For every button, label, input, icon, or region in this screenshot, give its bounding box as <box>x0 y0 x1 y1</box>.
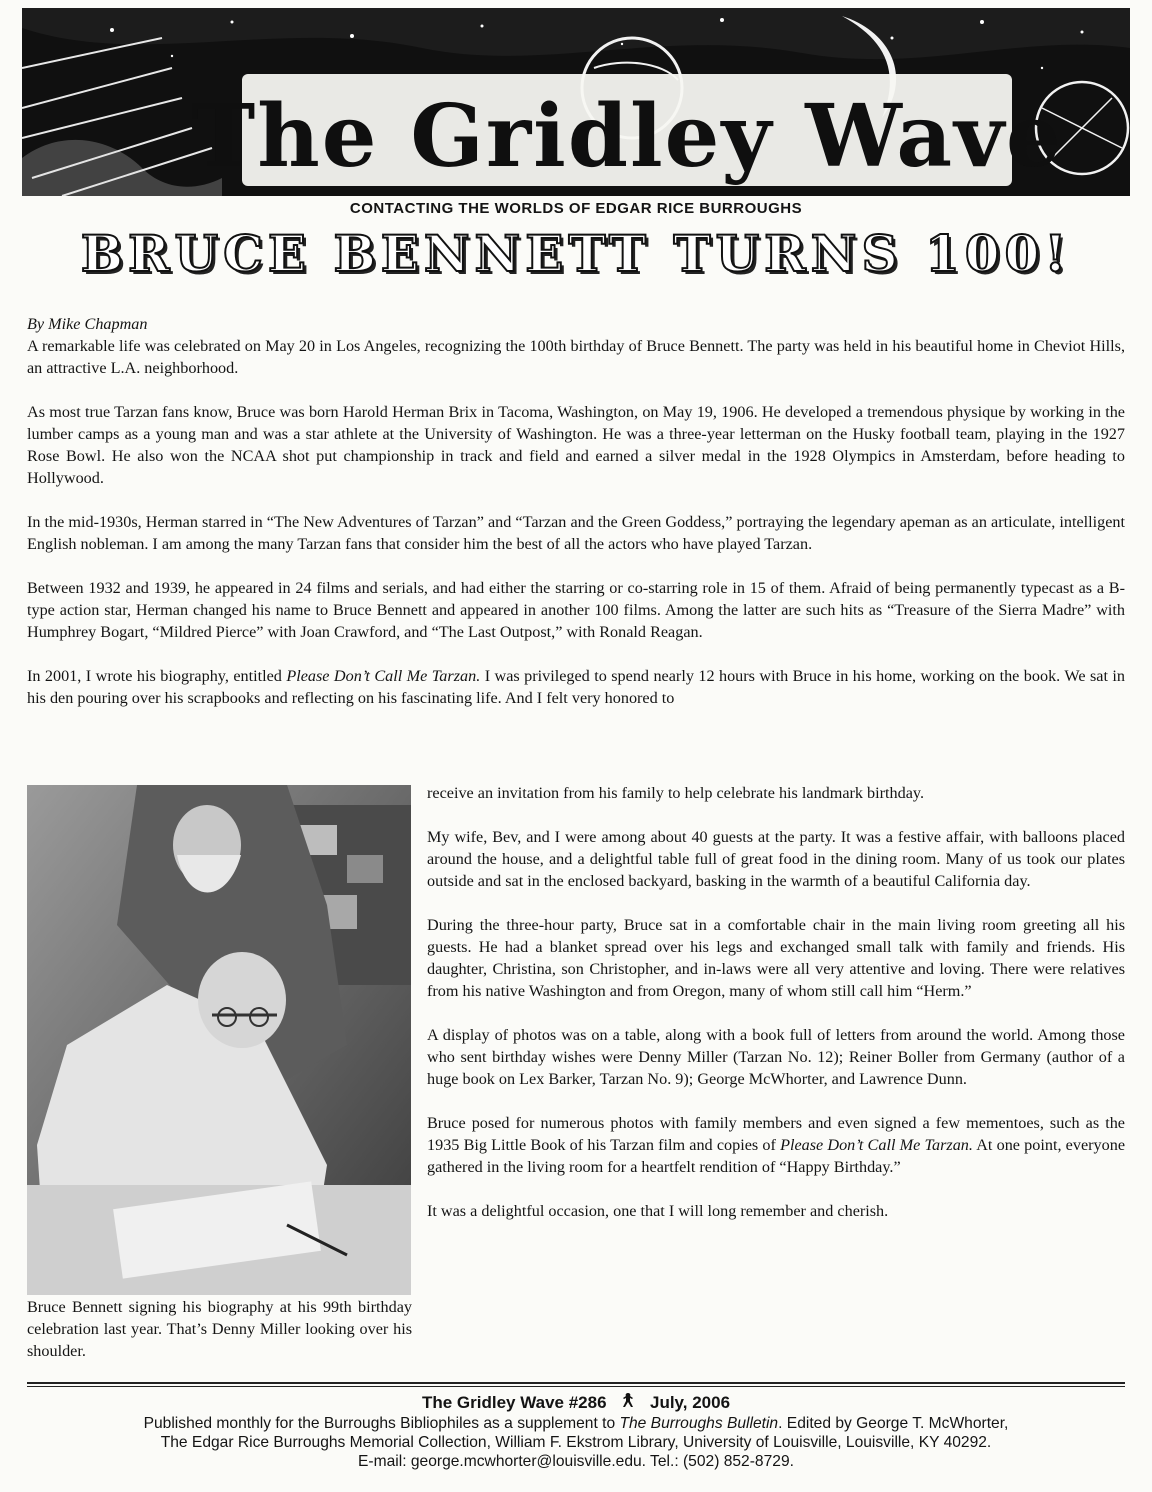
paragraph-9-text-a: Bruce posed for numerous photos with family members and even signed a few mementoes, such as the 1935 Big Little Book of his Tarzan film and copies of <box>427 1114 1125 1154</box>
article-column-right <box>427 782 1125 1244</box>
paragraph-9-text-b: At one point, everyone gathered in the living room for a heartfelt rendition of “Happy Birthday.” <box>427 1136 1126 1176</box>
masthead-tagline: CONTACTING THE WORLDS OF EDGAR RICE BURROUGHS <box>349 200 803 217</box>
paragraph-2: As most true Tarzan fans know, Bruce was born Harold Herman Brix in Tacoma, Washington, on May 19, 1906. He developed a tremendous physique by working in the lumber camps as a young man and was a star athlete at the University of Washington. He was a three-year letterman on the Husky football team, playing in the 1927 Rose Bowl. He also won the NCAA shot put championship in track and field and earned a silver medal in the 1928 Olympics in Amsterdam, before heading to Hollywood. <box>27 403 1125 487</box>
footer-line-2-a: Published monthly for the Burroughs Bibliophiles as a supplement to <box>143 1415 620 1432</box>
paragraph-3: In the mid-1930s, Herman starred in “The New Adventures of Tarzan” and “Tarzan and the Green Goddess,” portraying the legendary apeman as an articulate, intelligent English nobleman. I am among the many Tarzan fans that consider him the best of all the actors who have played Tarzan. <box>27 513 1125 553</box>
footer-contact: E-mail: george.mcwhorter@louisville.edu. Tel.: (502) 852-8729. <box>358 1453 794 1470</box>
footer-rule-thin <box>27 1386 1125 1387</box>
paragraph-8: A display of photos was on a table, along with a book full of letters from around the world. Among those who sent birthday wishes were Denny Miller (Tarzan No. 12); Reiner Boller from Germany (author of a huge book on Lex Barker, Tarzan No. 9); George McWhorter, and Lawrence Dunn. <box>427 1026 1125 1088</box>
paragraph-7: During the three-hour party, Bruce sat in a comfortable chair in the main living room greeting all his guests. He had a blanket spread over his legs and exchanged small talk with family and friends. His daughter, Christina, son Christopher, and in-laws were all very attentive and loving. There were relatives from his native Washington and from Oregon, many of whom still call him “Herm.” <box>427 916 1125 1000</box>
masthead-title: The Gridley Wave <box>191 86 1063 187</box>
issue-date: July, 2006 <box>650 1393 731 1412</box>
issue-number: The Gridley Wave #286 <box>421 1393 607 1412</box>
masthead-banner <box>22 8 1130 196</box>
byline: By Mike Chapman <box>27 315 148 333</box>
paragraph-6: My wife, Bev, and I were among about 40 guests at the party. It was a festive affair, with balloons placed around the house, and a delightful table full of great food in the dining room. Many of us took our plates outside and sat in the enclosed backyard, basking in the warmth of a beautiful California day. <box>427 828 1125 890</box>
masthead-artwork <box>22 8 1130 196</box>
footer-line-3: The Edgar Rice Burroughs Memorial Collection, William F. Ekstrom Library, University of Louisville, Louisville, KY 40292. <box>160 1434 992 1451</box>
article-photo <box>27 785 411 1295</box>
issue-line <box>0 1392 1152 1412</box>
photo-image <box>27 785 411 1295</box>
footer-rule <box>27 1382 1125 1384</box>
figure-icon <box>621 1392 635 1412</box>
paragraph-10: It was a delightful occasion, one that I will long remember and cherish. <box>427 1202 889 1220</box>
paragraph-5 <box>27 665 1125 709</box>
headline: BRUCE BENNETT TURNS 100! <box>80 224 1072 283</box>
footer-line-2-b: . Edited by George T. McWhorter, <box>778 1415 1009 1432</box>
paragraph-5-continued: receive an invitation from his family to help celebrate his landmark birthday. <box>427 784 924 802</box>
photo-caption: Bruce Bennett signing his biography at his 99th birthday celebration last year. That’s Denny Miller looking over his shoulder. <box>27 1298 412 1360</box>
footer <box>0 1392 1152 1471</box>
bulletin-title: The Burroughs Bulletin <box>619 1415 779 1432</box>
book-title: Please Don’t Call Me Tarzan. <box>286 667 481 685</box>
paragraph-1: A remarkable life was celebrated on May 20 in Los Angeles, recognizing the 100th birthday of Bruce Bennett. The party was held in his beautiful home in Cheviot Hills, an attractive L.A. neighborhood. <box>27 337 1125 377</box>
book-title-2: Please Don’t Call Me Tarzan. <box>780 1136 973 1154</box>
footer-line-2 <box>0 1414 1152 1433</box>
paragraph-9 <box>427 1112 1125 1178</box>
article-body <box>27 313 1125 709</box>
paragraph-4: Between 1932 and 1939, he appeared in 24 films and serials, and had either the starring or co-starring role in 15 of them. Afraid of being permanently typecast as a B-type action star, Herman changed his name to Bruce Bennett and appeared in another 100 films. Among the latter are such hits as “Treasure of the Sierra Madre” with Humphrey Bogart, “Mildred Pierce” with Joan Crawford, and “The Last Outpost,” with Ronald Reagan. <box>27 579 1125 641</box>
paragraph-5-text-a: In 2001, I wrote his biography, entitled <box>27 667 287 685</box>
paragraph-5-text-b: I was privileged to spend nearly 12 hours with Bruce in his home, working on the book. We sat in his den pouring over his scrapbooks and reflecting on his fascinating life. And I felt very honored to <box>27 667 1126 707</box>
